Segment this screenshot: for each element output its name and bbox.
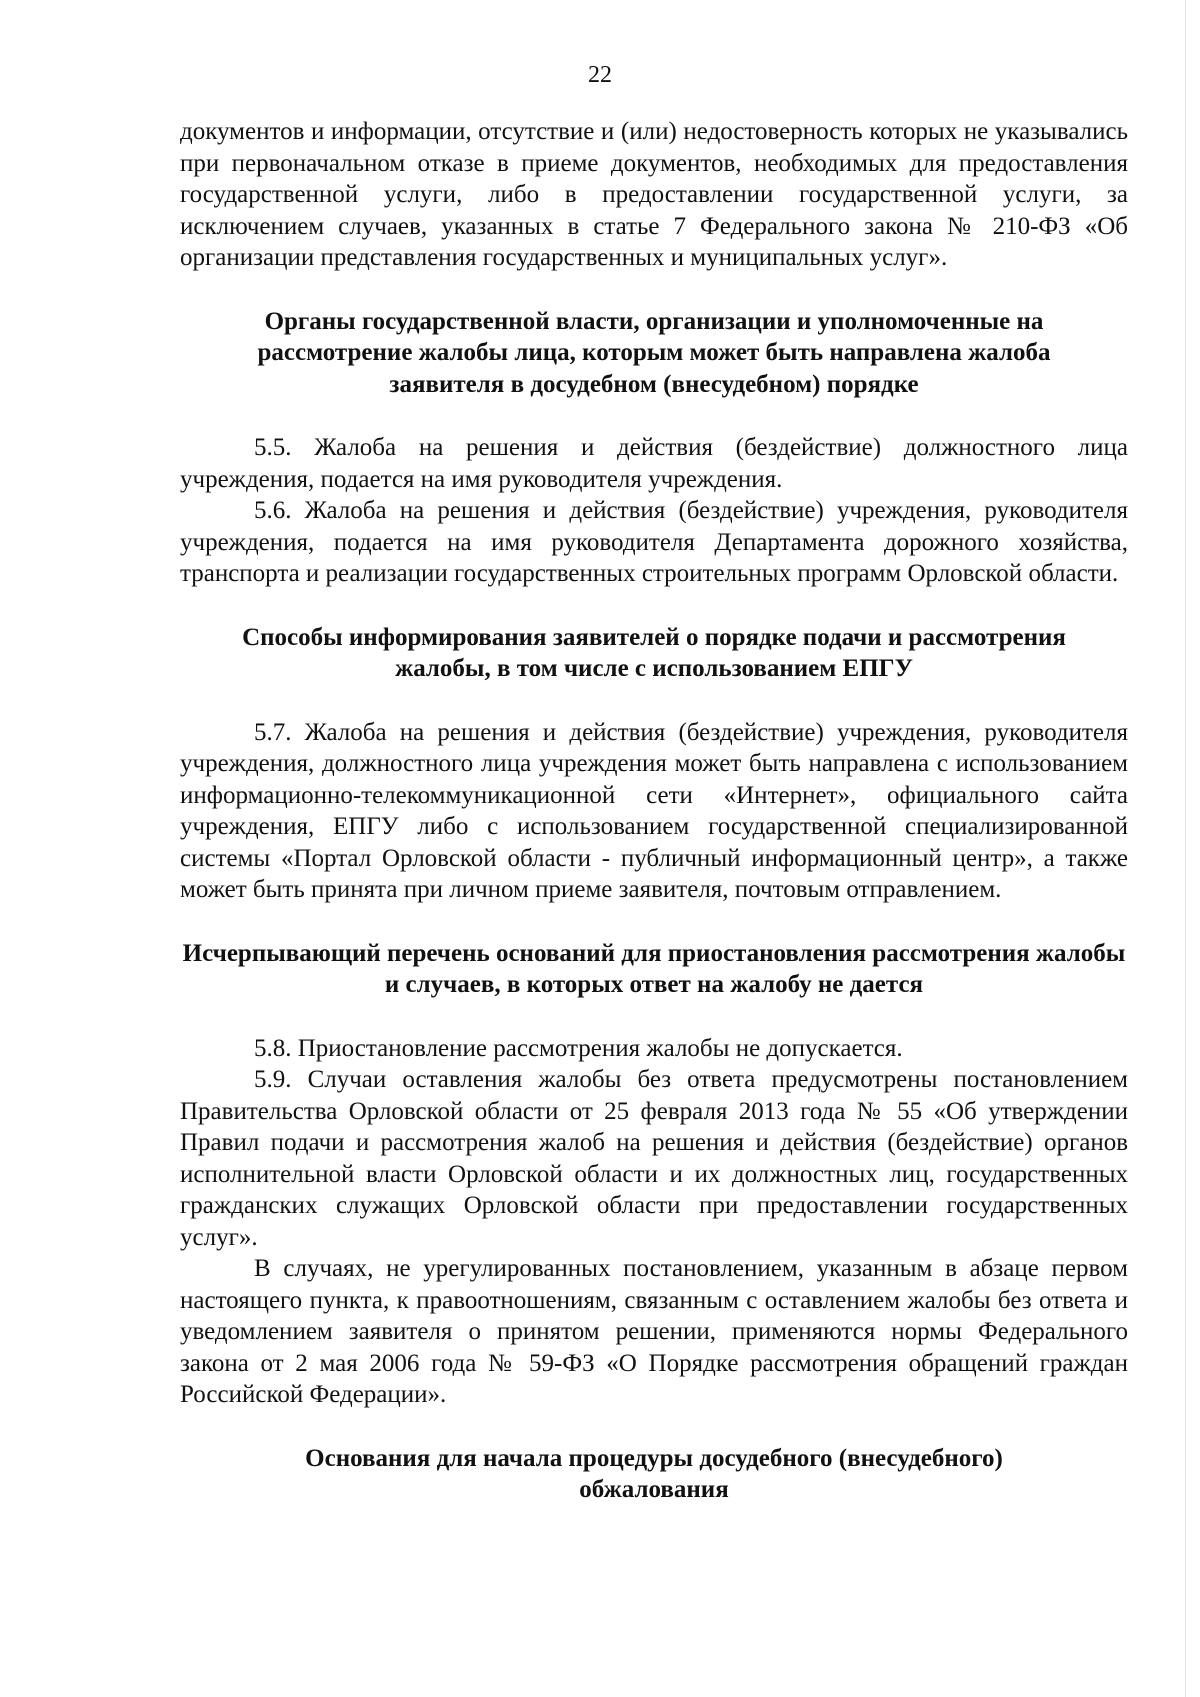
paragraph-5-8: 5.8. Приостановление рассмотрения жалобы не допускается. <box>254 1034 903 1062</box>
paragraph-5-5: 5.5. Жалоба на решения и действия (бездействие) должностного лица учреждения, подается на имя руководителя учреждения. <box>180 434 1128 493</box>
paragraph-5-6: 5.6. Жалоба на решения и действия (бездействие) учреждения, руководителя учреждения, подается на имя руководителя Департамента дорожного хозяйства, транспорта и реализации государственных строительных программ Орловской области. <box>180 497 1128 587</box>
paragraph-5-9: 5.9. Случаи оставления жалобы без ответа предусмотрены постановлением Правительства Орловской области от 25 февраля 2013 года № 55 «Об утверждении Правил подачи и рассмотрения жалоб на решения и действия (бездействие) органов исполнительной власти Орловской области и их должностных лиц, государственных гражданских служащих Орловской области при предоставлении государственных услуг». <box>180 1066 1128 1251</box>
section-heading-appeal-grounds <box>180 1443 1128 1506</box>
section-heading-complaint-bodies: Органы государственной власти, организации и уполномоченные на рассмотрение жалобы лица, которым может быть направлена жалоба заявителя в досудебном (внесудебном) порядке <box>257 307 1051 398</box>
paragraph-5-7: 5.7. Жалоба на решения и действия (бездействие) учреждения, руководителя учреждения, должностного лица учреждения может быть направлена с использованием информационно-телекоммуникационной сети «Интернет», официального сайта учреждения, ЕПГУ либо с использованием государственной специализированной системы «Портал Орловской области - публичный информационный центр», а также может быть принята при личном приеме заявителя, почтовым отправлением. <box>180 718 1128 903</box>
document-body <box>180 116 1128 1506</box>
section-heading-suspension-grounds: Исчерпывающий перечень оснований для приостановления рассмотрения жалобы и случаев, в которых ответ на жалобу не дается <box>182 939 1126 998</box>
scan-edge-line <box>1185 0 1186 1697</box>
section-heading-appeal-grounds-line1: Основания для начала процедуры досудебного (внесудебного) <box>305 1444 1003 1472</box>
page-number: 22 <box>588 62 612 88</box>
paragraph-5-9-second: В случаях, не урегулированных постановлением, указанным в абзаце первом настоящего пункта, к правоотношениям, связанным с оставлением жалобы без ответа и уведомлением заявителя о принятом решении, применяются нормы Федерального закона от 2 мая 2006 года № 59-ФЗ «О Порядке рассмотрения обращений граждан Российской Федерации». <box>180 1255 1128 1408</box>
paragraph-continuation: документов и информации, отсутствие и (или) недостоверность которых не указывались при первоначальном отказе в приеме документов, необходимых для предоставления государственной услуги, либо в предоставлении государственной услуги, за исключением случаев, указанных в статье 7 Федерального закона № 210-ФЗ «Об организации представления государственных и муниципальных услуг». <box>180 118 1128 271</box>
section-heading-informing-methods: Способы информирования заявителей о порядке подачи и рассмотрения жалобы, в том числе с использованием ЕПГУ <box>242 623 1066 682</box>
section-heading-appeal-grounds-line2: обжалования <box>579 1476 729 1503</box>
